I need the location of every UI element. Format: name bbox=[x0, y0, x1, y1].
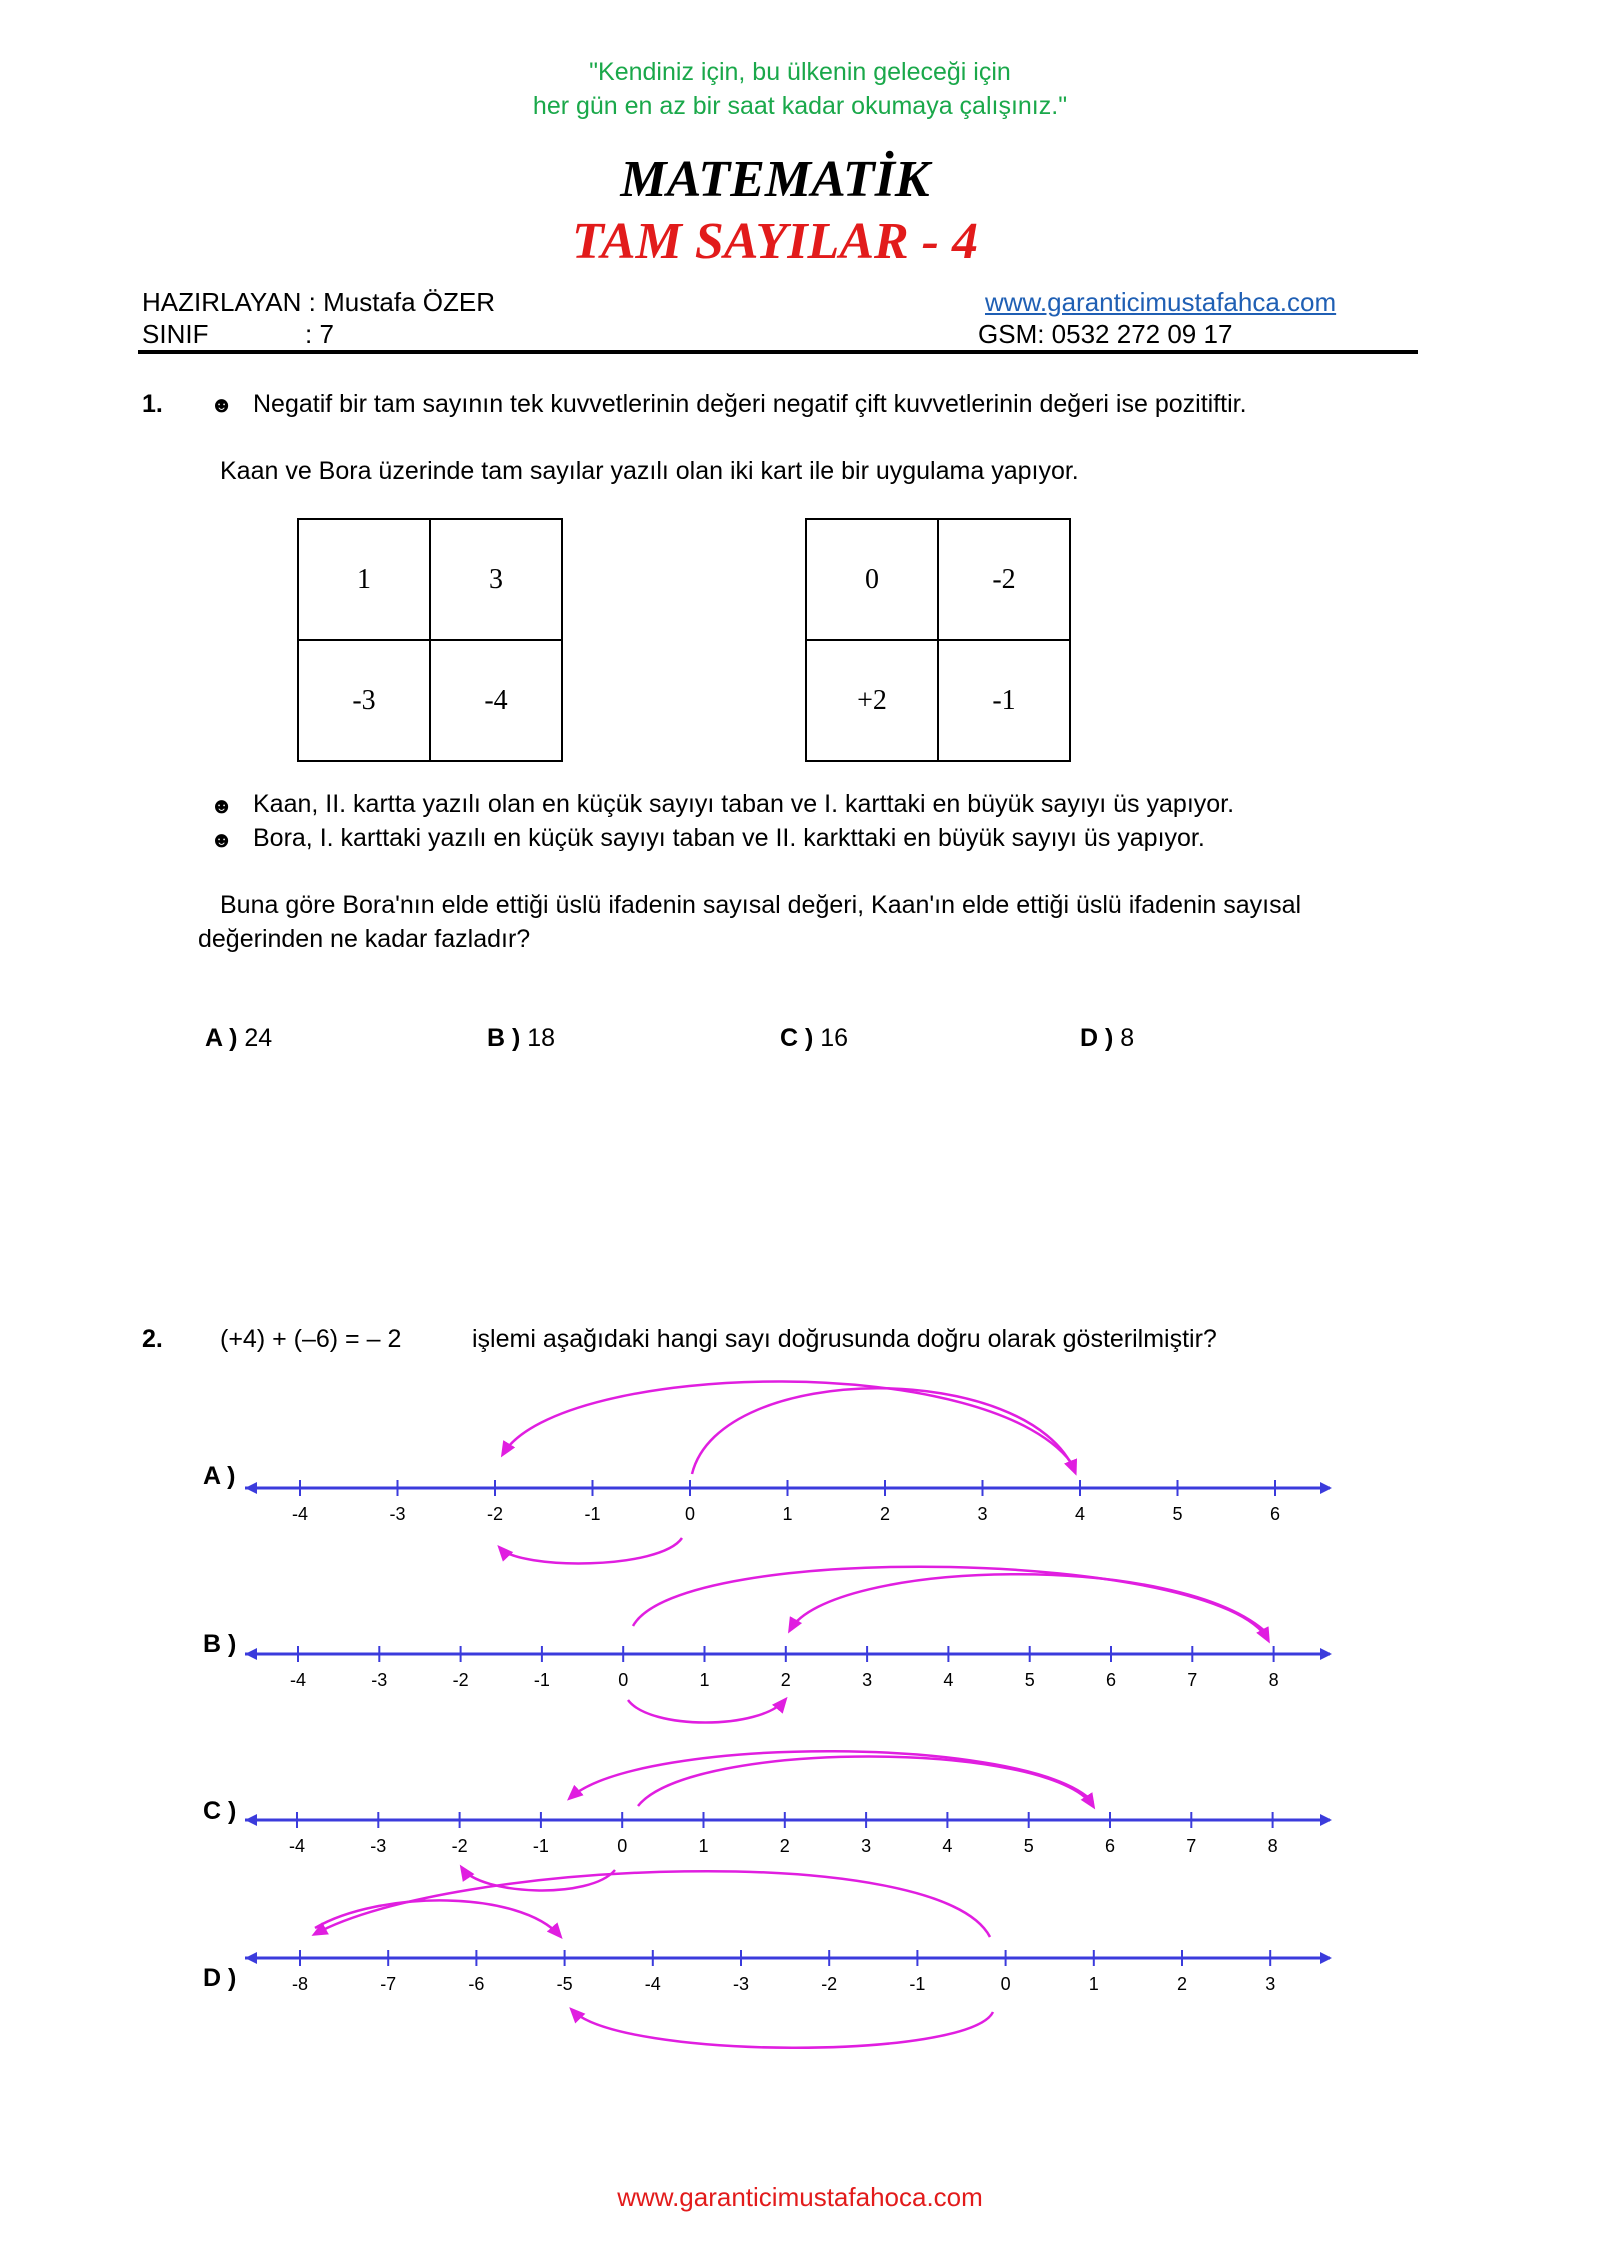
tick-label: -4 bbox=[288, 1836, 306, 1856]
number-line-left-arrow bbox=[245, 1648, 257, 1660]
q1-number: 1. bbox=[142, 390, 163, 418]
tick-label: 2 bbox=[879, 1504, 891, 1524]
tick-label: 4 bbox=[943, 1670, 954, 1690]
motto-line-1: "Kendiniz için, bu ülkenin geleceği için bbox=[589, 58, 1011, 86]
line-b-letter[interactable]: B ) bbox=[203, 1630, 237, 1658]
option-letter: B ) bbox=[487, 1024, 521, 1052]
page-subtitle: TAM SAYILAR - 4 bbox=[572, 213, 978, 270]
tick-label: 1 bbox=[782, 1504, 793, 1524]
arc-c-2 bbox=[570, 1751, 1093, 1802]
tick-label: 6 bbox=[1269, 1504, 1281, 1524]
tick-label: -5 bbox=[556, 1974, 573, 1994]
line-c-letter[interactable]: C ) bbox=[203, 1797, 237, 1825]
prepared-by: HAZIRLAYAN : Mustafa ÖZER bbox=[142, 287, 496, 317]
arc-d-3 bbox=[572, 2010, 993, 2048]
tick-label: -3 bbox=[389, 1504, 406, 1524]
tick-label: 3 bbox=[862, 1670, 873, 1690]
line-a-letter[interactable]: A ) bbox=[203, 1462, 236, 1490]
arc-a-1 bbox=[692, 1388, 1075, 1474]
tick-label: 4 bbox=[1074, 1504, 1086, 1524]
q2-expression: (+4) + (–6) = – 2 bbox=[220, 1325, 402, 1353]
tick-label: 0 bbox=[1000, 1974, 1011, 1994]
class-label: SINIF bbox=[142, 319, 209, 349]
card-2-cell: -1 bbox=[938, 640, 1070, 761]
tick-label: 8 bbox=[1267, 1836, 1278, 1856]
q1-question-line-2: değerinden ne kadar fazladır? bbox=[198, 925, 531, 953]
tick-label: -4 bbox=[644, 1974, 661, 1994]
card-1-cell: -4 bbox=[430, 640, 562, 761]
tick-label: -3 bbox=[371, 1670, 388, 1690]
option-letter: A ) bbox=[205, 1024, 238, 1052]
q1-rule-1: Kaan, II. kartta yazılı olan en küçük sayıyı taban ve I. karttaki en büyük sayıyı üs yapıyor. bbox=[253, 790, 1235, 818]
number-line-left-arrow bbox=[245, 1952, 257, 1964]
class-value: : 7 bbox=[305, 319, 334, 349]
tick-label: -2 bbox=[821, 1974, 838, 1994]
tick-label: 4 bbox=[942, 1836, 953, 1856]
arc-a-2 bbox=[503, 1381, 1075, 1468]
q1-statement: Negatif bir tam sayının tek kuvvetlerinin değeri negatif çift kuvvetlerinin değeri ise pozitiftir. bbox=[253, 390, 1247, 418]
card-2-cell: +2 bbox=[806, 640, 938, 761]
line-d-letter[interactable]: D ) bbox=[203, 1964, 237, 1992]
tick-label: 1 bbox=[1088, 1974, 1099, 1994]
tick-label: -1 bbox=[533, 1670, 550, 1690]
tick-label: 6 bbox=[1105, 1670, 1117, 1690]
tick-label: 6 bbox=[1104, 1836, 1116, 1856]
page-title: MATEMATİK bbox=[620, 151, 930, 208]
q2-question: işlemi aşağıdaki hangi sayı doğrusunda doğru olarak gösterilmiştir? bbox=[472, 1325, 1217, 1353]
tick-label: -4 bbox=[289, 1670, 307, 1690]
arc-a-3 bbox=[500, 1538, 682, 1563]
tick-label: 2 bbox=[779, 1836, 790, 1856]
tick-label: 7 bbox=[1187, 1670, 1198, 1690]
q1-rule-2: Bora, I. karttaki yazılı en küçük sayıyı taban ve II. karkttaki en büyük sayıyı üs yapıyor. bbox=[253, 824, 1205, 852]
card-1-cell: 3 bbox=[430, 519, 562, 640]
card-1-cell: 1 bbox=[298, 519, 430, 640]
tick-label: -8 bbox=[291, 1974, 309, 1994]
option-value: 8 bbox=[1120, 1024, 1135, 1052]
tick-label: 3 bbox=[1265, 1974, 1276, 1994]
tick-label: 2 bbox=[1176, 1974, 1188, 1994]
arc-b-3 bbox=[628, 1700, 785, 1723]
q1-intro: Kaan ve Bora üzerinde tam sayılar yazılı olan iki kart ile bir uygulama yapıyor. bbox=[220, 457, 1079, 485]
tick-label: -1 bbox=[909, 1974, 926, 1994]
tick-label: -3 bbox=[732, 1974, 750, 1994]
tick-label: -4 bbox=[291, 1504, 309, 1524]
tick-label: -2 bbox=[486, 1504, 504, 1524]
rule-1-bullet-icon: ☻ bbox=[210, 793, 234, 818]
tick-label: -1 bbox=[584, 1504, 601, 1524]
tick-label: 3 bbox=[861, 1836, 872, 1856]
arc-c-1 bbox=[638, 1757, 1093, 1807]
tick-label: 1 bbox=[699, 1670, 710, 1690]
gsm-number: GSM: 0532 272 09 17 bbox=[978, 319, 1233, 349]
website-link[interactable]: www.garanticimustafahca.com bbox=[985, 287, 1337, 317]
option-value: 24 bbox=[244, 1024, 273, 1052]
q1-question-line-1: Buna göre Bora'nın elde ettiği üslü ifadenin sayısal değeri, Kaan'ın elde ettiği üslü ifadenin sayısal bbox=[220, 891, 1302, 919]
tick-label: 2 bbox=[780, 1670, 791, 1690]
q1-bullet-icon: ☻ bbox=[210, 392, 234, 417]
card-1-cell: -3 bbox=[298, 640, 430, 761]
tick-label: 3 bbox=[977, 1504, 988, 1524]
card-2-cell: -2 bbox=[938, 519, 1070, 640]
arc-d-1 bbox=[315, 1871, 990, 1937]
tick-label: 0 bbox=[618, 1670, 629, 1690]
tick-label: 0 bbox=[617, 1836, 628, 1856]
tick-label: -2 bbox=[451, 1836, 468, 1856]
tick-label: 5 bbox=[1172, 1504, 1183, 1524]
arc-b-2 bbox=[790, 1574, 1268, 1634]
tick-label: -2 bbox=[452, 1670, 469, 1690]
tick-label: 0 bbox=[684, 1504, 696, 1524]
option-letter: D ) bbox=[1080, 1024, 1114, 1052]
tick-label: 5 bbox=[1023, 1836, 1034, 1856]
number-line-left-arrow bbox=[245, 1814, 257, 1826]
tick-label: -1 bbox=[532, 1836, 549, 1856]
tick-label: 8 bbox=[1268, 1670, 1279, 1690]
option-value: 16 bbox=[820, 1024, 849, 1052]
q2-number: 2. bbox=[142, 1325, 163, 1353]
tick-label: 5 bbox=[1024, 1670, 1035, 1690]
motto-line-2: her gün en az bir saat kadar okumaya çalışınız." bbox=[532, 92, 1068, 120]
option-letter: C ) bbox=[780, 1024, 814, 1052]
tick-label: -7 bbox=[380, 1974, 397, 1994]
rule-2-bullet-icon: ☻ bbox=[210, 827, 234, 852]
tick-label: -3 bbox=[370, 1836, 387, 1856]
tick-label: 1 bbox=[698, 1836, 709, 1856]
option-value: 18 bbox=[527, 1024, 556, 1052]
card-2-cell: 0 bbox=[806, 519, 938, 640]
tick-label: -6 bbox=[468, 1974, 485, 1994]
footer-website[interactable]: www.garanticimustafahoca.com bbox=[617, 2182, 983, 2212]
tick-label: 7 bbox=[1186, 1836, 1197, 1856]
number-line-left-arrow bbox=[245, 1482, 257, 1494]
